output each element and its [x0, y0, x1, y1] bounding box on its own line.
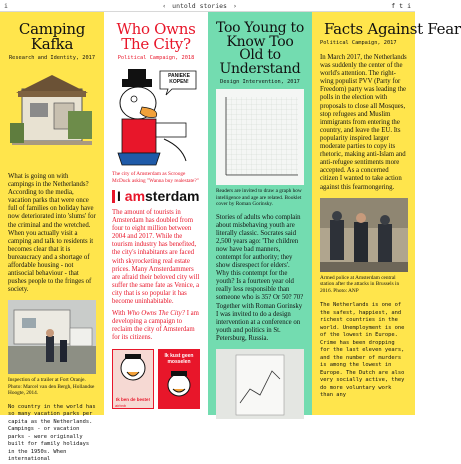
booklet-photo	[216, 349, 304, 419]
project-subtitle: Research and Identity, 2017	[8, 55, 96, 61]
campaign-posters	[112, 349, 200, 409]
trailer-inspection-photo	[8, 300, 96, 374]
project-title[interactable]: Who Owns The City?	[116, 20, 196, 53]
twitter-icon[interactable]: t	[399, 1, 404, 10]
project-columns	[0, 12, 461, 463]
project-subtitle: Political Campaign, 2017	[320, 40, 397, 46]
logo-bar	[112, 190, 115, 203]
site-nav	[162, 2, 237, 10]
poster-right-text: Ik kust geen mosselen	[164, 352, 194, 365]
camping-house-photo	[8, 67, 96, 169]
project-description: Stories of adults who complain about misbehaving youth are literally classic. Socrates said 2,500 years ago: 'The children now have bad manners, contempt for authority; they show disrespect for elders'. Why this contempt for the youth? Is a fourteen year old really less responsible than someone who is 35? Or 50? 70? Together with Roman Gorinsky I was invited to do a design intervention at a conference on youth and politics in St. Petersburg, Russia.	[216, 213, 304, 342]
logo-i: I	[117, 188, 121, 204]
project-description: In March 2017, the Netherlands was suddenly the center of the world's attention. The right-wing populist PVV (Party for Freedom) party was leading the polls in the election with proposals to close all Mosques, stop refugees and Muslim immigrants from entering the country, and leave the EU. Its popularity inspired larger moderate parties to copy its rhetoric, making anti-Islam and anti-refugee sentiments more accepted. As a concerned citizen I wanted to take action against this fearmongering.	[320, 54, 407, 191]
project-title[interactable]: Facts Against Fear	[324, 20, 461, 38]
poster-left	[112, 349, 154, 409]
photo-caption: Armed police at Amsterdam central station after the attacks in Brussels in 2016. Photo: ANP	[320, 274, 400, 294]
poster-left-tag: airbnb	[115, 402, 127, 408]
intelligence-age-graph	[216, 89, 304, 185]
next-arrow-icon[interactable]: ›	[232, 1, 237, 10]
text-segment: I am developing a campaign to reclaim the city of Amsterdam for its citizens.	[112, 310, 199, 342]
i-amsterdam-logo	[112, 188, 200, 204]
project-name-emphasis: Who Owns The City?	[127, 310, 185, 318]
info-icon[interactable]: i	[4, 1, 8, 10]
prev-arrow-icon[interactable]: ‹	[162, 1, 167, 10]
project-text: No country in the world has so many vacation parks per capita as the Netherlands. Campings - or vacation parks - were originally built for family holidays in the 1950s. When international	[8, 403, 96, 463]
poster-left-text: Ik ben de beste!	[115, 396, 150, 402]
logo-am: am	[124, 188, 146, 204]
project-who-owns-the-city[interactable]	[104, 12, 208, 415]
site-name[interactable]: untold stories	[172, 1, 227, 10]
logo-rest: sterdam	[145, 188, 200, 204]
illustration-caption: The city of Amsterdam as Scrooge McDuck asking "Wanna buy realestate?"	[112, 171, 199, 184]
project-title[interactable]: Camping Kafka	[18, 20, 86, 53]
project-subtitle: Political Campaign, 2018	[117, 55, 195, 61]
graph-caption: Readers are invited to draw a graph how intelligence and age are related. Booklet cover by Roman Gorinsky.	[216, 188, 302, 207]
instagram-icon[interactable]: i	[407, 1, 411, 10]
poster-right	[158, 349, 200, 409]
project-description: What is going on with campings in the Netherlands? According to the media, vacation parks that were once full of families on holiday have now deteriorated into 'slums' for the criminal and the wretched. When you actually visit a camping and talk to residents it becomes clear that it is bureaucracy and a shortage of affordable housing - not antisocial behaviour - that pushes people to the fringes of society.	[8, 173, 96, 294]
project-description: The amount of tourists in Amsterdam has doubled from four to eight million between 2004 and 2017. While the tourism industry has benefited, the city's inhabitants are faced with skyrocketing real estate prices. Many Amsterdammers are afraid their beloved city will suffer the same fate as Venice, a city that is so popular it has become uninhabitable.	[112, 209, 200, 306]
scrooge-mcduck-illustration	[112, 65, 200, 169]
project-facts-against-fear[interactable]	[312, 12, 461, 415]
project-too-young[interactable]	[208, 12, 312, 415]
text-segment: With	[112, 310, 128, 318]
project-title[interactable]: Too Young to Know Too Old to Understand	[216, 20, 304, 77]
project-subtitle: Design Intervention, 2017	[220, 79, 300, 85]
social-links	[391, 2, 411, 10]
top-bar	[0, 0, 415, 12]
project-camping-kafka[interactable]	[0, 12, 104, 463]
armed-police-photo	[320, 198, 407, 272]
speech-bubble-text: PANIEKE KOPEN!	[168, 73, 190, 85]
project-text: The Netherlands is one of the safest, happiest, and richest countries in the world. Unemployment is one of the lowest in Europe. Crime has been dropping for the last eleven years, and the number of murders is among the lowest in Europe. The Dutch are also very socially active, they do more voluntary work than any	[320, 302, 405, 399]
photo-caption: Inspection of a trailer at Fort Oranje. Photo: Marcel van den Bergh, Hollandse Hoogte, 2014.	[8, 377, 95, 397]
project-description-2	[112, 310, 200, 342]
facebook-icon[interactable]: f	[391, 1, 396, 10]
